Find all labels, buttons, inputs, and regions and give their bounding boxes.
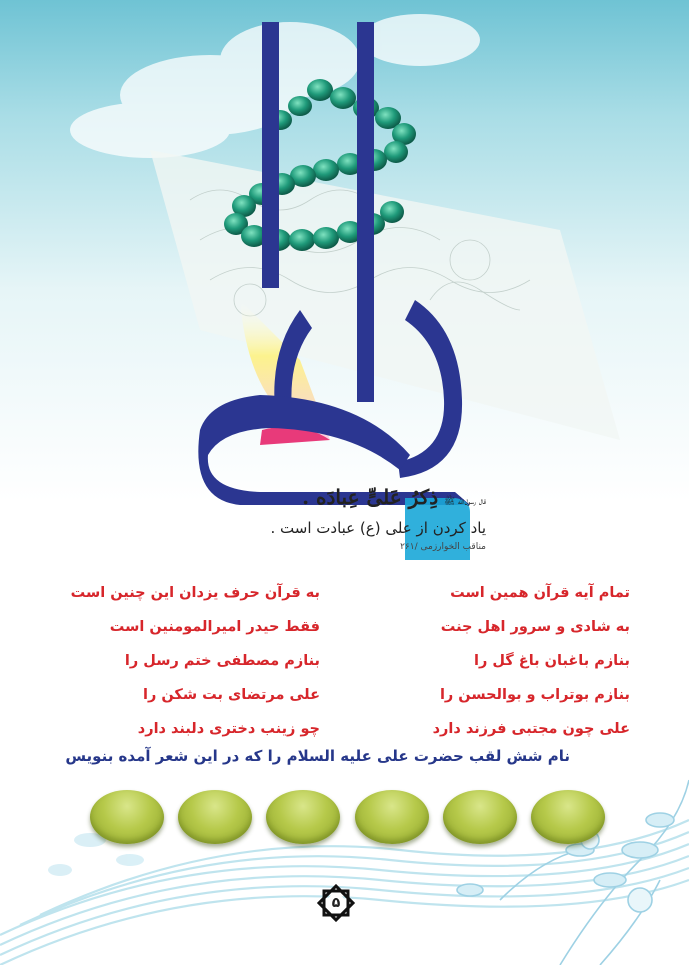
poem-verse: [60, 712, 630, 746]
answer-boxes: [90, 790, 605, 844]
hadith-attribution: قال رسول‌الله ﷺ: [444, 497, 486, 507]
poem-hemistich: بنازم باغبان باغ گل را: [474, 653, 630, 669]
poem-hemistich: چو زینب دختری دلبند دارد: [137, 721, 320, 737]
answer-oval-5[interactable]: [178, 790, 252, 844]
hadith-source: مناقب الخوارزمی /۲۶۱: [400, 542, 486, 552]
poem-hemistich: به شادی و سرور اهل جنت: [440, 619, 630, 635]
poem: [60, 576, 630, 746]
poem-hemistich: علی چون مجتبی فرزند دارد: [432, 721, 630, 737]
answer-oval-1[interactable]: [531, 790, 605, 844]
poem-hemistich: بنازم بوتراب و بوالحسن را: [439, 687, 630, 703]
answer-oval-4[interactable]: [266, 790, 340, 844]
answer-oval-6[interactable]: [90, 790, 164, 844]
sketch-paper: [150, 150, 620, 440]
hadith-arabic: ذِکرُ عَلیٍّ عِبادَه .: [302, 485, 439, 509]
page-number-badge: [317, 884, 355, 922]
poem-verse: [60, 610, 630, 644]
poem-verse: [60, 678, 630, 712]
poem-hemistich: بنازم مصطفی ختم رسل را: [124, 653, 320, 669]
hadith-translation: یاد کردن از علی (ع) عبادت است .: [270, 519, 486, 537]
hadith-arabic-line: [186, 484, 486, 515]
exercise-question: نام شش لقب حضرت علی علیه السلام را که در این شعر آمده بنویس: [65, 747, 570, 765]
answer-oval-3[interactable]: [355, 790, 429, 844]
poem-hemistich: علی مرتضای بت شکن را: [142, 687, 320, 703]
poem-hemistich: به قرآن حرف یزدان این چنین است: [70, 585, 320, 601]
page-number: ۵: [331, 895, 341, 911]
answer-oval-2[interactable]: [443, 790, 517, 844]
poem-hemistich: تمام آیه قرآن همین است: [450, 585, 630, 601]
hadith-block: [186, 484, 486, 553]
poem-verse: [60, 576, 630, 610]
poem-verse: [60, 644, 630, 678]
poem-hemistich: فقط حیدر امیرالمومنین است: [109, 619, 320, 635]
